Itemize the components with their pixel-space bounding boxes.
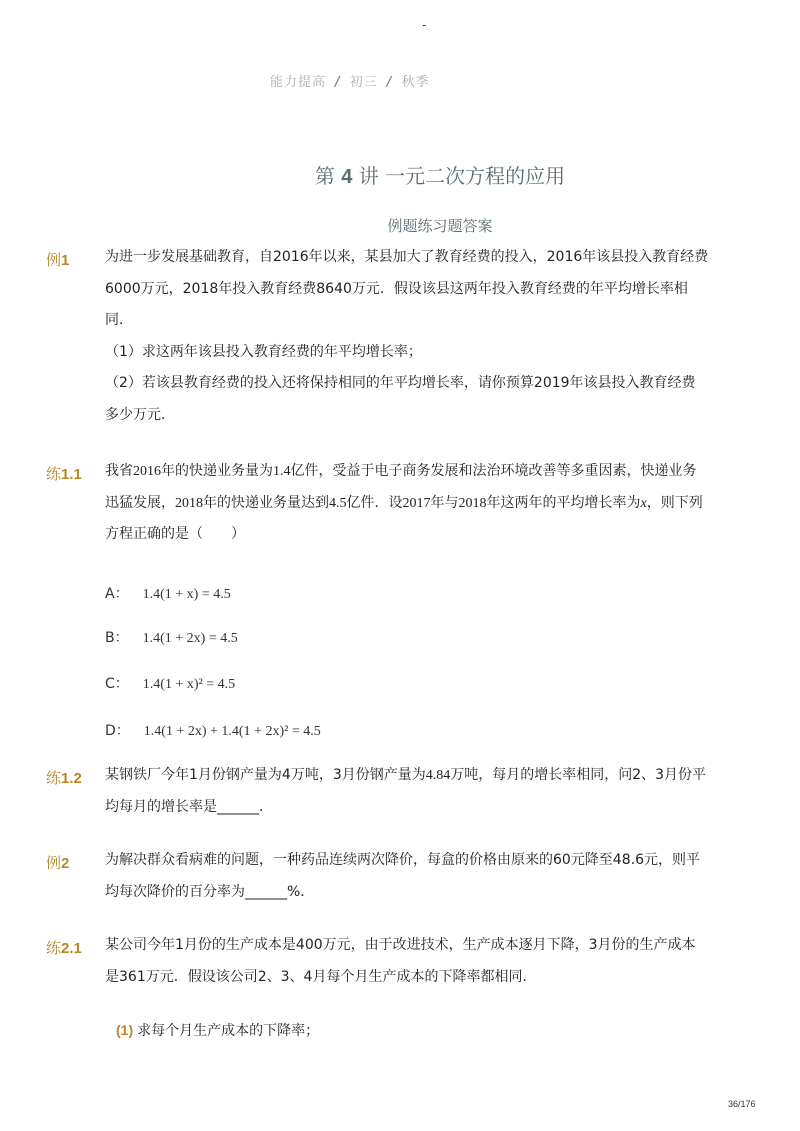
text-line: 是361万元．假设该公司2、3、4月每个月生产成本的下降率都相同． bbox=[105, 968, 537, 985]
option-key: A： bbox=[105, 586, 129, 602]
text-line bbox=[105, 760, 717, 792]
text-line: 均每月的增长率是______． bbox=[105, 798, 273, 815]
text-run: 2018 bbox=[458, 495, 487, 511]
practice-2-1-text bbox=[105, 930, 717, 993]
title-lecture-number: 4 bbox=[341, 166, 353, 188]
text-run: 4.84 bbox=[425, 768, 451, 783]
example-1-label bbox=[46, 249, 69, 270]
text-run: 年与 bbox=[430, 494, 459, 511]
text-run: 某钢铁厂今年1月份钢产量为4万吨，3月份钢产量为 bbox=[105, 767, 426, 783]
text-line: 多少万元． bbox=[105, 406, 175, 423]
text-run: x bbox=[640, 495, 647, 511]
text-line: 为解决群众看病难的问题，一种药品连续两次降价，每盒的价格由原来的60元降至48.6元，则平 bbox=[105, 852, 700, 868]
text-line: 均每次降价的百分率为______%． bbox=[105, 883, 315, 900]
option-equation: 1.4(1 + 2x) = 4.5 bbox=[142, 631, 238, 646]
subquestion-label: (1) bbox=[116, 1022, 134, 1038]
option-b bbox=[105, 627, 238, 647]
text-run: 亿件，受益于电子商务发展和法治环境改善等多重因素，快递业务 bbox=[290, 463, 697, 479]
label-prefix: 练 bbox=[46, 770, 62, 787]
example-2-label bbox=[46, 852, 69, 873]
label-prefix: 例 bbox=[46, 252, 62, 269]
text-line bbox=[105, 488, 717, 520]
breadcrumb-item-term: 秋季 bbox=[401, 75, 430, 90]
text-line: 同． bbox=[105, 312, 133, 328]
text-run: ，则下列 bbox=[646, 494, 703, 511]
option-key: B： bbox=[105, 630, 129, 646]
text-run: 2018 bbox=[175, 495, 203, 511]
text-line: 为进一步发展基础教育，自2016年以来，某县加大了教育经费的投入，2016年该县投入教育经费 bbox=[105, 249, 709, 265]
breadcrumb bbox=[270, 71, 430, 90]
breadcrumb-item-level: 能力提高 bbox=[270, 75, 327, 90]
breadcrumb-separator: / bbox=[335, 75, 341, 90]
label-number: 1.2 bbox=[61, 770, 82, 787]
practice-1-1-label bbox=[46, 463, 82, 484]
text-line: 方程正确的是（ ） bbox=[105, 526, 245, 542]
text-line: 某公司今年1月份的生产成本是400万元，由于改进技术，生产成本逐月下降，3月份的生产成本 bbox=[105, 937, 696, 953]
option-d bbox=[105, 720, 321, 740]
label-number: 2 bbox=[61, 855, 70, 872]
label-number: 1.1 bbox=[61, 466, 82, 483]
breadcrumb-separator: / bbox=[386, 75, 393, 90]
text-run: 1.4 bbox=[273, 464, 291, 479]
option-equation: 1.4(1 + 2x) + 1.4(1 + 2x)² = 4.5 bbox=[143, 724, 321, 739]
label-number: 1 bbox=[61, 252, 70, 269]
example-1-text bbox=[105, 242, 717, 431]
practice-1-2-text bbox=[105, 760, 717, 823]
page-number: 36/176 bbox=[728, 1099, 756, 1109]
practice-1-1-text bbox=[105, 456, 717, 551]
subquestion-text: 求每个月生产成本的下降率； bbox=[137, 1023, 320, 1039]
label-prefix: 练 bbox=[46, 940, 62, 957]
breadcrumb-item-grade: 初三 bbox=[349, 75, 378, 90]
label-prefix: 练 bbox=[46, 466, 62, 483]
text-line bbox=[105, 456, 717, 488]
option-a bbox=[105, 583, 231, 603]
text-line: 6000万元，2018年投入教育经费8640万元．假设该县这两年投入教育经费的年平均增长率相 bbox=[105, 280, 688, 297]
page-subtitle: 例题练习题答案 bbox=[387, 217, 493, 235]
text-run: 2017 bbox=[402, 495, 431, 511]
example-2-text bbox=[105, 845, 717, 908]
option-equation: 1.4(1 + x)² = 4.5 bbox=[142, 677, 236, 692]
text-run: 我省 bbox=[105, 463, 133, 479]
text-run: 万吨，每月的增长率相同，问2、3月份平 bbox=[450, 767, 707, 783]
text-run: 迅猛发展， bbox=[105, 494, 175, 511]
label-prefix: 例 bbox=[46, 855, 62, 872]
label-number: 2.1 bbox=[61, 940, 82, 957]
option-key: D： bbox=[105, 723, 130, 739]
text-line: （2）若该县教育经费的投入还将保持相同的年平均增长率，请你预算2019年该县投入教育经费 bbox=[105, 375, 696, 391]
header-dash: - bbox=[422, 18, 427, 32]
text-line: （1）求这两年该县投入教育经费的年平均增长率； bbox=[105, 343, 422, 360]
practice-2-1-label bbox=[46, 937, 82, 958]
option-key: C： bbox=[105, 676, 129, 692]
page-title bbox=[0, 160, 800, 189]
text-run: 4.5 bbox=[329, 495, 347, 511]
text-run: 年的快递业务量为 bbox=[161, 463, 273, 479]
title-text: 讲 一元二次方程的应用 bbox=[358, 164, 566, 188]
option-equation: 1.4(1 + x) = 4.5 bbox=[142, 587, 231, 602]
text-run: 年的快递业务量达到 bbox=[203, 494, 329, 511]
option-c bbox=[105, 673, 235, 693]
practice-1-2-label bbox=[46, 767, 82, 788]
text-run: 亿件．设 bbox=[346, 494, 403, 511]
practice-2-1-subquestion-1 bbox=[116, 1020, 319, 1040]
text-run: 年这两年的平均增长率为 bbox=[486, 494, 641, 511]
text-run: 2016 bbox=[133, 464, 161, 479]
title-prefix: 第 bbox=[314, 164, 335, 188]
